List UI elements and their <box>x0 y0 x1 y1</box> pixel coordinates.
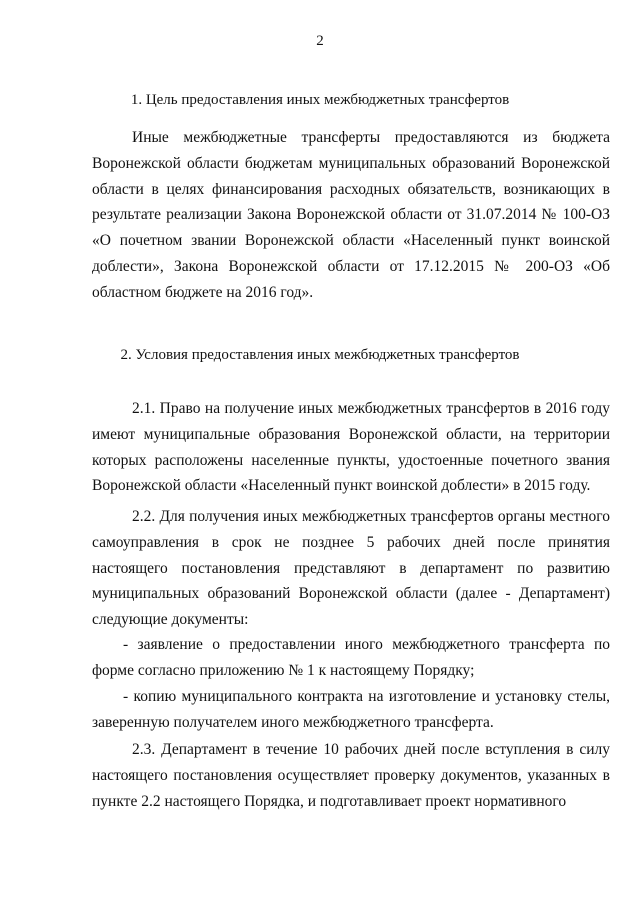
list-item-contract-copy: - копию муниципального контракта на изготовление и установку стелы, заверенную получателем иного межбюджетного трансферта. <box>92 688 610 731</box>
section-1-heading: 1. Цель предоставления иных межбюджетных трансфертов <box>130 92 510 108</box>
section-1-paragraph: Иные межбюджетные трансферты предоставляются из бюджета Воронежской области бюджетам муниципальных образований Воронежской области в целях финансирования расходных обязательств, возникающих в результате реализации Закона Воронежской области от 31.07.2014 № 100-ОЗ «О почетном звании Воронежской области «Населенный пункт воинской доблести», Закона Воронежской области от 17.12.2015 № 200-ОЗ «Об областном бюджете на 2016 год». <box>92 129 610 301</box>
clause-2-1: 2.1. Право на получение иных межбюджетных трансфертов в 2016 году имеют муниципальные образования Воронежской области, на территории которых расположены населенные пункты, удостоенные почетного звания Воронежской области «Населенный пункт воинской доблести» в 2015 году. <box>92 400 610 495</box>
clause-2-3: 2.3. Департамент в течение 10 рабочих дней после вступления в силу настоящего постановления осуществляет проверку документов, указанных в пункте 2.2 настоящего Порядка, и подготавливает проект нормативного <box>92 741 610 810</box>
section-2-heading: 2. Условия предоставления иных межбюджетных трансфертов <box>120 347 520 363</box>
list-item-application: - заявление о предоставлении иного межбюджетного трансферта по форме согласно приложению № 1 к настоящему Порядку; <box>92 636 610 679</box>
page-number: 2 <box>316 33 324 49</box>
clause-2-2: 2.2. Для получения иных межбюджетных трансфертов органы местного самоуправления в срок не позднее 5 рабочих дней после принятия настоящего постановления представляют в департамент по развитию муниципальных образований Воронежской области (далее - Департамент) следующие документы: <box>92 508 610 629</box>
